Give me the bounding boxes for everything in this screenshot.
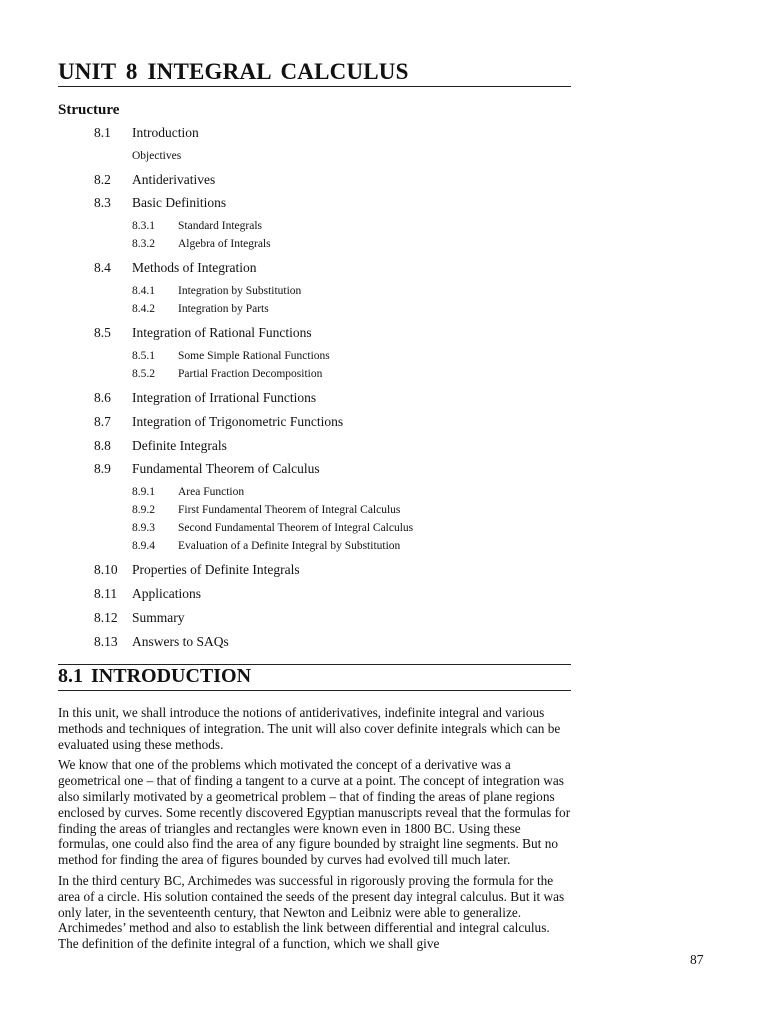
toc-item-title: Partial Fraction Decomposition: [178, 368, 323, 380]
toc-item-title: Definite Integrals: [132, 438, 227, 453]
toc-item-number: 8.3.2: [132, 238, 155, 250]
unit-title: UNIT 8 INTEGRAL CALCULUS: [58, 59, 409, 84]
section-bottom-rule: [58, 690, 571, 691]
toc-item-number: 8.5: [94, 325, 111, 340]
section-title: 8.1 INTRODUCTION: [58, 665, 252, 687]
toc-item-title: First Fundamental Theorem of Integral Calculus: [178, 504, 401, 516]
toc-item-number: 8.10: [94, 562, 118, 577]
toc-item-number: 8.11: [94, 586, 118, 601]
toc-item-title: Introduction: [132, 125, 199, 140]
body-text: [58, 705, 571, 957]
toc-item-title: Objectives: [132, 150, 182, 162]
toc-item-number: 8.5.2: [132, 368, 155, 380]
toc-item-number: 8.9: [94, 461, 111, 476]
toc-item-title: Algebra of Integrals: [178, 238, 271, 250]
toc-item-title: Integration by Substitution: [178, 285, 302, 297]
toc-item-number: 8.9.3: [132, 522, 155, 534]
toc-item-number: 8.1: [94, 125, 111, 140]
toc-item-number: 8.4.1: [132, 285, 155, 297]
toc-item-number: 8.8: [94, 438, 111, 453]
toc-item-title: Second Fundamental Theorem of Integral Calculus: [178, 522, 414, 534]
title-rule: [58, 86, 571, 87]
toc-item-title: Basic Definitions: [132, 195, 227, 210]
toc-item-number: 8.12: [94, 610, 118, 625]
toc-item-title: Some Simple Rational Functions: [178, 350, 330, 362]
toc-item-title: Antiderivatives: [132, 172, 216, 187]
toc-item-title: Integration by Parts: [178, 303, 269, 315]
toc-item-title: Standard Integrals: [178, 220, 262, 232]
toc-item-title: Methods of Integration: [132, 260, 257, 275]
structure-heading: Structure: [58, 102, 120, 118]
toc-item-title: Integration of Trigonometric Functions: [132, 414, 344, 429]
toc-item-title: Area Function: [178, 486, 245, 498]
toc-item-title: Integration of Irrational Functions: [132, 390, 317, 405]
paragraph: We know that one of the problems which motivated the concept of a derivative was a geometrical one – that of finding a tangent to a curve at a point. The concept of integration was also similarly motivated by a geometrical problem – that of finding the areas of plane regions enclosed by curves. Some recently discovered Egyptian manuscripts reveal that the formulas for finding the areas of triangles and rectangles were known even in 1800 BC. Using these formulas, one could also find the area of any figure bounded by straight line segments. But no method for finding the area of figures bounded by curves had evolved till much later.: [58, 757, 571, 868]
toc-item-title: Properties of Definite Integrals: [132, 562, 300, 577]
toc-item-number: 8.5.1: [132, 350, 155, 362]
toc-item-number: 8.13: [94, 634, 118, 649]
paragraph: In the third century BC, Archimedes was successful in rigorously proving the formula for the area of a circle. His solution contained the seeds of the present day integral calculus. But it was only later, in the seventeenth century, that Newton and Leibniz were able to generalize. Archimedes’ method and also to establish the link between differential and integral calculus. The definition of the definite integral of a function, which we shall give: [58, 872, 565, 952]
toc-item-number: 8.2: [94, 172, 111, 187]
toc-item-number: 8.3.1: [132, 220, 155, 232]
toc-item-title: Fundamental Theorem of Calculus: [132, 461, 320, 476]
page-number: 87: [690, 952, 704, 967]
toc-item-title: Answers to SAQs: [132, 634, 229, 649]
toc-item-title: Evaluation of a Definite Integral by Substitution: [178, 540, 401, 552]
toc-item-title: Integration of Rational Functions: [132, 325, 312, 340]
toc-item-title: Applications: [132, 586, 201, 601]
toc-item-title: Summary: [132, 610, 185, 625]
toc-item-number: 8.9.1: [132, 486, 155, 498]
paragraph: In this unit, we shall introduce the notions of antiderivatives, indefinite integral and various methods and techniques of integration. The unit will also cover definite integrals which can be evaluated using these methods.: [58, 705, 561, 752]
toc-item-number: 8.4: [94, 260, 111, 275]
toc-item-number: 8.9.2: [132, 504, 155, 516]
toc-item-number: 8.9.4: [132, 540, 155, 552]
toc-item-number: 8.3: [94, 195, 111, 210]
toc-item-number: 8.7: [94, 414, 111, 429]
toc-item-number: 8.4.2: [132, 303, 155, 315]
toc-item-number: 8.6: [94, 390, 111, 405]
